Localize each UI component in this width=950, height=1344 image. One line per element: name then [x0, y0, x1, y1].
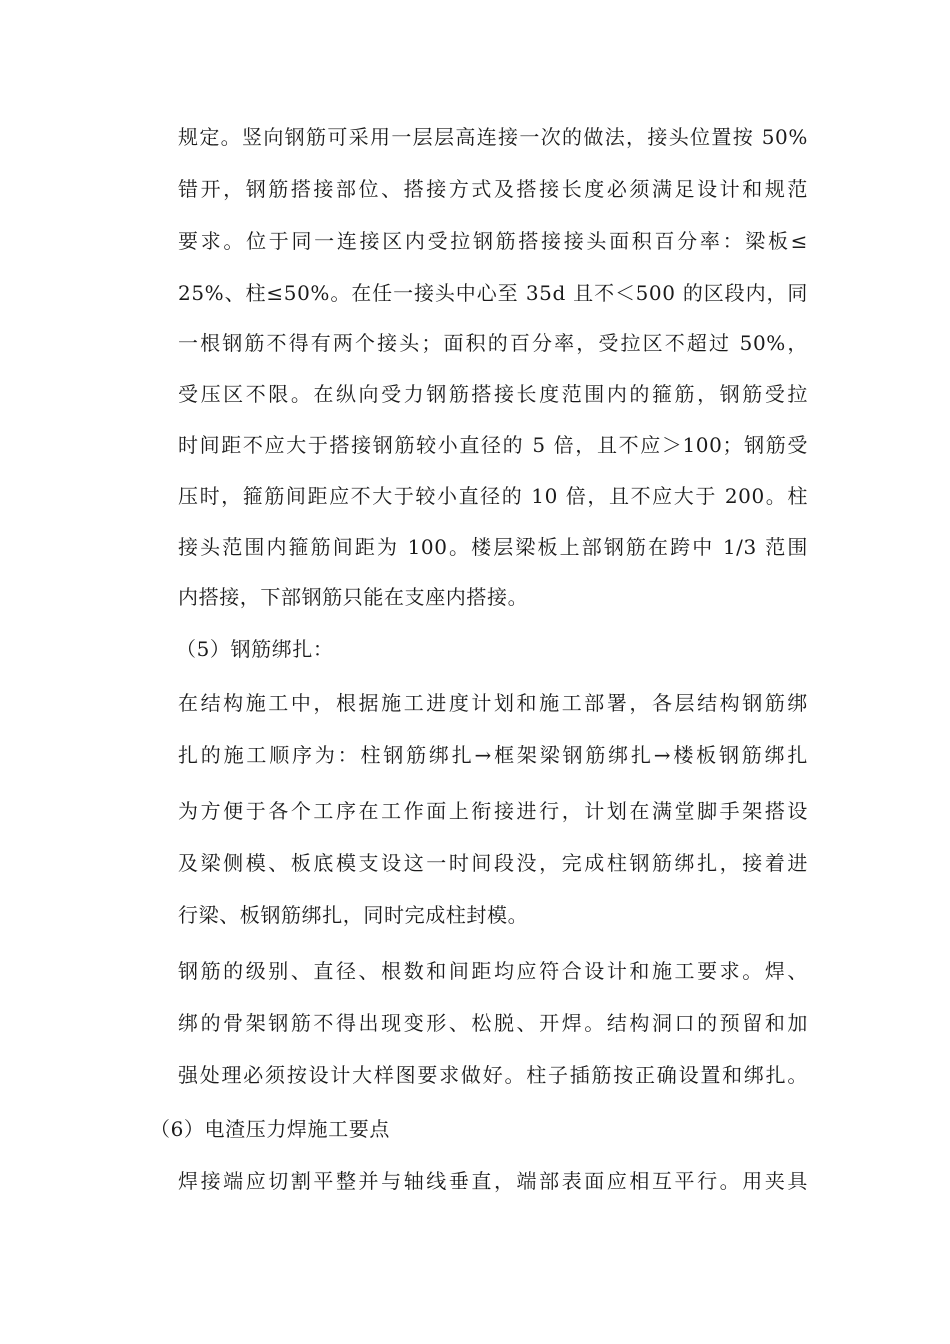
paragraph-line: 及梁侧模、板底模支设这一时间段没，完成柱钢筋绑扎，接着进: [178, 851, 808, 875]
paragraph-line: 错开，钢筋搭接部位、搭接方式及搭接长度必须满足设计和规范: [178, 177, 808, 201]
paragraph-line: 受压区不限。在纵向受力钢筋搭接长度范围内的箍筋，钢筋受拉: [178, 382, 808, 406]
paragraph-line: 焊接端应切割平整并与轴线垂直，端部表面应相互平行。用夹具: [178, 1169, 808, 1193]
paragraph-line: 在结构施工中，根据施工进度计划和施工部署，各层结构钢筋绑: [178, 691, 808, 715]
paragraph-line: 绑的骨架钢筋不得出现变形、松脱、开焊。结构洞口的预留和加: [178, 1011, 808, 1035]
paragraph-line: 行梁、板钢筋绑扎，同时完成柱封模。: [178, 903, 529, 927]
paragraph-line: 时间距不应大于搭接钢筋较小直径的 5 倍，且不应＞100；钢筋受: [178, 433, 808, 457]
paragraph-line: 强处理必须按设计大样图要求做好。柱子插筋按正确设置和绑扎。: [178, 1063, 808, 1087]
paragraph-line: 压时，箍筋间距应不大于较小直径的 10 倍，且不应大于 200。柱: [178, 484, 808, 508]
paragraph-line: 接头范围内箍筋间距为 100。楼层梁板上部钢筋在跨中 1/3 范围: [178, 535, 808, 559]
paragraph-line: 内搭接，下部钢筋只能在支座内搭接。: [178, 585, 529, 609]
paragraph-line: 25%、柱≤50%。在任一接头中心至 35d 且不＜500 的区段内，同: [178, 281, 808, 305]
section-heading-6: （6）电渣压力焊施工要点: [150, 1117, 390, 1141]
paragraph-line: 扎的施工顺序为：柱钢筋绑扎→框架梁钢筋绑扎→楼板钢筋绑扎: [178, 743, 808, 767]
paragraph-line: 要求。位于同一连接区内受拉钢筋搭接接头面积百分率：梁板≤: [178, 229, 808, 253]
paragraph-line: 钢筋的级别、直径、根数和间距均应符合设计和施工要求。焊、: [178, 959, 808, 983]
paragraph-line: 规定。竖向钢筋可采用一层层高连接一次的做法，接头位置按 50%: [178, 125, 808, 149]
section-heading-5: （5）钢筋绑扎：: [176, 637, 334, 661]
paragraph-line: 为方便于各个工序在工作面上衔接进行，计划在满堂脚手架搭设: [178, 799, 808, 823]
paragraph-line: 一根钢筋不得有两个接头；面积的百分率，受拉区不超过 50%，: [178, 331, 808, 355]
